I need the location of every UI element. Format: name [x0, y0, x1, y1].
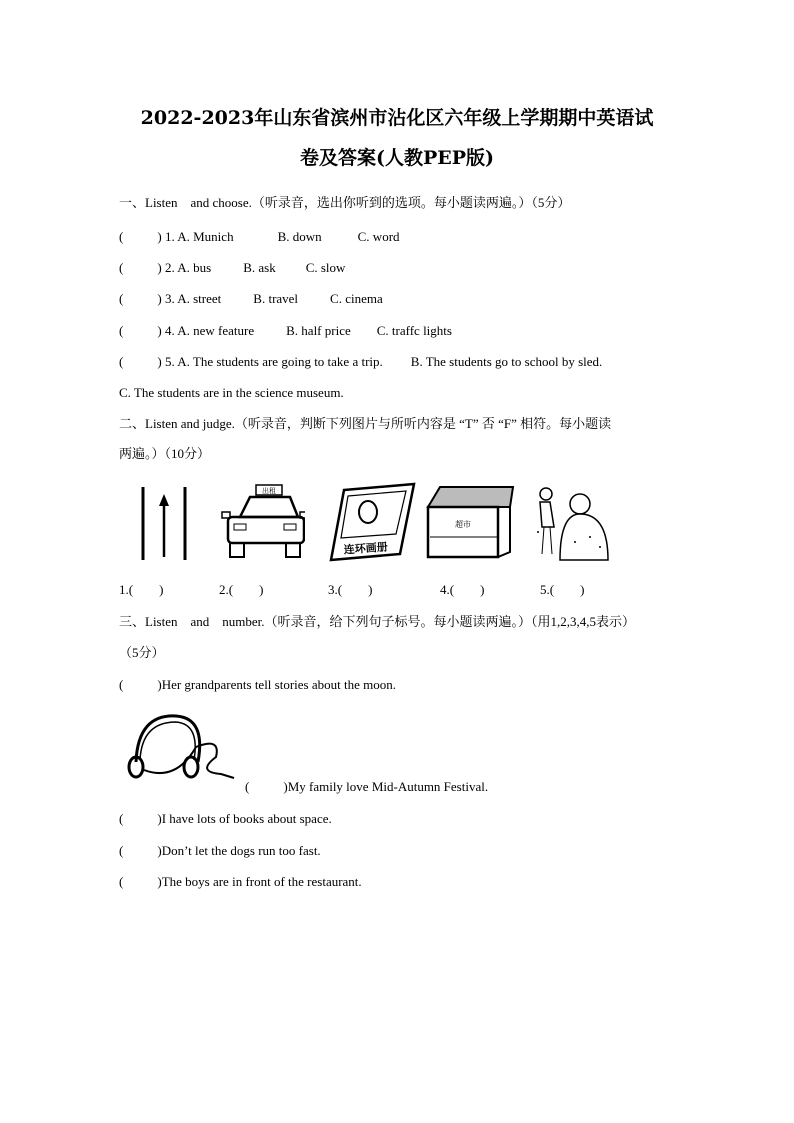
answer-blank[interactable]: ( ) — [119, 291, 162, 306]
answer-blank[interactable]: ( ) — [119, 354, 162, 369]
answer-blank[interactable]: ( ) — [119, 260, 162, 275]
sentence-row: ( )My family love Mid-Autumn Festival. — [245, 779, 489, 794]
road-arrow-picture — [135, 482, 205, 562]
answer-blank[interactable]: ( ) — [119, 811, 162, 826]
picture-answer-4[interactable]: 4.( ) — [440, 582, 485, 597]
sentence-row: ( )Her grandparents tell stories about the moon. — [119, 677, 396, 692]
snowman-picture — [530, 482, 615, 567]
section2-heading: 二、Listen and judge.（听录音，判断下列图片与所听内容是 “T” 否 “F” 相符。每小题读 — [119, 416, 612, 431]
svg-text:出租: 出租 — [262, 487, 276, 495]
document-title-line1: 2022-2023年山东省滨州市沾化区六年级上学期期中英语试 — [140, 107, 654, 129]
picture-answer-3[interactable]: 3.( ) — [328, 582, 373, 597]
taxi-picture — [220, 482, 305, 562]
headphones-picture — [126, 712, 238, 784]
svg-text:连环画册: 连环画册 — [343, 541, 389, 557]
answer-blank[interactable]: ( ) — [119, 874, 162, 889]
answer-blank[interactable]: ( ) — [119, 229, 162, 244]
answer-blank[interactable]: ( ) — [119, 677, 162, 692]
sentence-row: ( )I have lots of books about space. — [119, 811, 332, 826]
section2-heading-cont: 两遍。）（10分） — [119, 446, 211, 461]
answer-blank[interactable]: ( ) — [119, 843, 162, 858]
section1-heading: 一、Listen and choose.（听录音，选出你听到的选项。每小题读两遍。）（5分） — [119, 195, 571, 210]
sentence-row: ( )Don’t let the dogs run too fast. — [119, 843, 321, 858]
section3-heading: 三、Listen and number.（听录音，给下列句子标号。每小题读两遍。）（用1,2,3,4,5表示） — [119, 614, 636, 629]
question-row: ( ) 2. A. bus B. ask C. slow — [119, 260, 346, 275]
picture-answer-5[interactable]: 5.( ) — [540, 582, 585, 597]
sentence-row: ( )The boys are in front of the restaurant. — [119, 874, 362, 889]
document-title-line2: 卷及答案(人教PEP版) — [299, 147, 495, 169]
question-row: ( ) 1. A. Munich B. down C. word — [119, 229, 400, 244]
comic-book-picture — [328, 482, 418, 562]
question-row: ( ) 4. A. new feature B. half price C. traffc lights — [119, 323, 452, 338]
section3-heading-cont: （5分） — [119, 645, 165, 660]
picture-answer-2[interactable]: 2.( ) — [219, 582, 264, 597]
picture-answer-1[interactable]: 1.( ) — [119, 582, 164, 597]
question-row: ( ) 5. A. The students are going to take a trip. B. The students go to school by sled. — [119, 354, 603, 369]
question-row: ( ) 3. A. street B. travel C. cinema — [119, 291, 383, 306]
svg-text:超市: 超市 — [455, 520, 471, 529]
answer-blank[interactable]: ( ) — [245, 779, 288, 794]
question-option-c: C. The students are in the science museum. — [119, 385, 344, 400]
supermarket-picture — [425, 482, 515, 562]
answer-blank[interactable]: ( ) — [119, 323, 162, 338]
